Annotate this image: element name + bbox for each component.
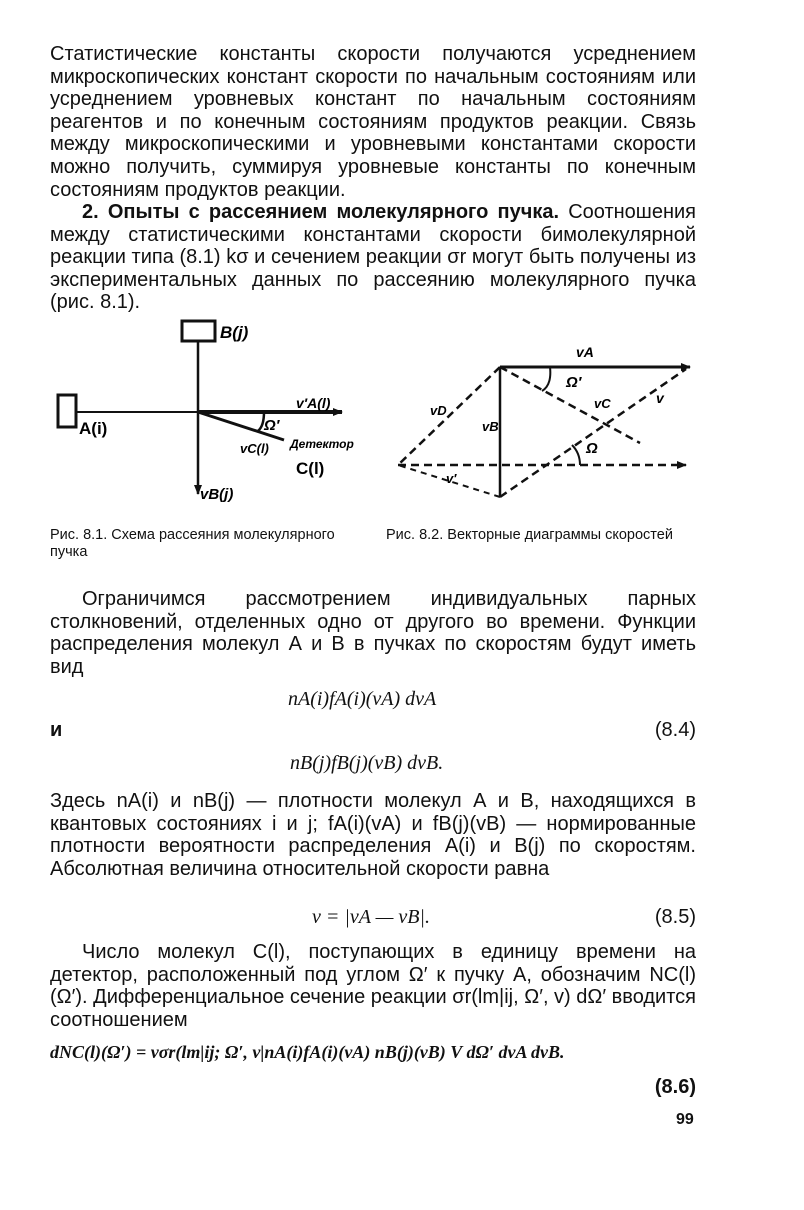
label-a: A(i) bbox=[79, 419, 108, 438]
figure-8-1-caption: Рис. 8.1. Схема рассеяния молекулярного пучка bbox=[50, 527, 335, 560]
formula-differential-flux: dNC(l)(Ω′) = vσr(lm|ij; Ω′, v|nA(i)fA(i)(vA) nB(j)(vB) V dΩ′ dvA dvB. bbox=[50, 1042, 565, 1062]
equation-number-8-6: (8.6) bbox=[654, 1076, 696, 1098]
formula-distribution-b: nB(j)fB(j)(vB) dvB. bbox=[290, 752, 444, 774]
source-b-box bbox=[182, 321, 215, 341]
figure-8-2-caption: Рис. 8.2. Векторные диаграммы скоростей bbox=[386, 527, 673, 543]
label-va-prime: v′A(l) bbox=[296, 395, 331, 411]
conjunction-and: и bbox=[50, 719, 63, 741]
angle-omega-prime-arc bbox=[542, 367, 550, 391]
page-number: 99 bbox=[676, 1111, 694, 1128]
label-va: vA bbox=[576, 345, 594, 360]
formula-distribution-a: nA(i)fA(i)(vA) dvA bbox=[288, 688, 437, 710]
figure-8-1-beam-scattering-scheme bbox=[50, 318, 370, 508]
paragraph-collisions: Ограничимся рассмотрением индивидуальных парных столкновений, отделенных одно от другого во времени. Функции распределения молекул А и В в пучках по скоростям будут иметь вид bbox=[50, 588, 696, 678]
paragraph-differential-cross-section: Число молекул C(l), поступающих в единицу времени на детектор, расположенный под углом Ω′ к пучку А, обозначим NC(l)(Ω′). Дифференциальное сечение реакции σr(lm|ij, Ω′, v) dΩ′ вводится соотношением bbox=[50, 941, 696, 1031]
equation-number-8-4: (8.4) bbox=[654, 719, 696, 741]
label-vc: vC bbox=[594, 396, 611, 411]
paragraph-molecular-beam bbox=[50, 201, 696, 314]
paragraph-densities: Здесь nA(i) и nB(j) — плотности молекул А и В, находящихся в квантовых состояниях i и j; fA(i)(vA) и fB(j)(vB) — нормированные плотности вероятности распределения A(i) и B(j) по скоростям. Абсолютная величина относительной скорости равна bbox=[50, 790, 696, 880]
figure-8-2-velocity-diagram bbox=[390, 345, 700, 505]
angle-omega-arc bbox=[572, 445, 580, 465]
label-omega: Ω bbox=[586, 440, 598, 457]
formula-relative-velocity: v = |vA — vB|. bbox=[312, 906, 430, 928]
label-vc: vC(l) bbox=[240, 441, 269, 456]
label-vb: vB bbox=[482, 419, 499, 434]
paragraph-statistical-constants: Статистические константы скорости получаются усреднением микроскопических констант скорости по начальным состояниям или усреднением уровневых констант по начальным состояниям реагентов и по конечным состояниям продуктов реакции. Связь между микроскопическими и уровневыми константами скорости можно получить, суммируя уровневые константы по конечным состояниям продуктов реакции. bbox=[50, 43, 696, 201]
label-cl: C(l) bbox=[296, 459, 325, 478]
label-b: B(j) bbox=[220, 323, 249, 342]
paragraph-molecular-beam-text: Соотношения между статистическими константами скорости бимолекулярной реакции типа (8.1) kσ и сечением реакции σr могут быть получены из экспериментальных данных по рассеянию молекулярного пучка (рис. 8.1). bbox=[50, 201, 696, 314]
vector-v-dashed bbox=[500, 369, 686, 497]
label-vd: vD bbox=[430, 403, 447, 418]
section-heading: 2. Опыты с рассеянием молекулярного пучка. bbox=[82, 201, 560, 223]
source-a-box bbox=[58, 395, 76, 427]
label-vb: vB(j) bbox=[200, 486, 234, 503]
label-detector: Детектор bbox=[290, 437, 354, 451]
vector-vd-dashed bbox=[398, 367, 500, 465]
equation-number-8-5: (8.5) bbox=[654, 906, 696, 928]
label-omega-prime: Ω′ bbox=[264, 417, 280, 434]
label-omega-prime: Ω′ bbox=[566, 374, 582, 391]
label-v-prime: v′ bbox=[446, 471, 457, 486]
label-v: v bbox=[656, 390, 664, 406]
